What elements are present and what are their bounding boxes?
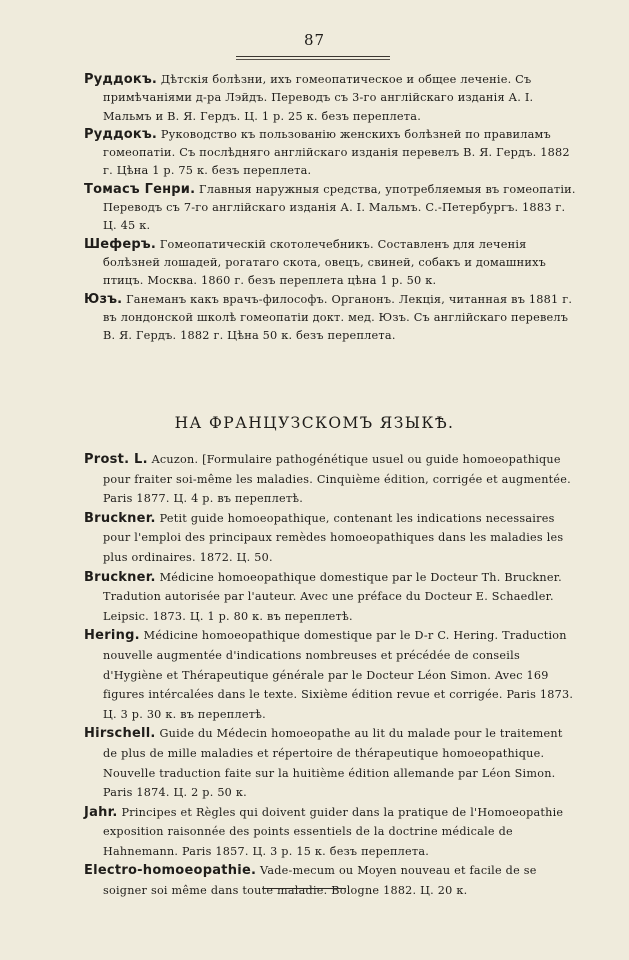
- entry-text: Гомеопатическій скотолечебникъ. Составленъ для леченія болѣзней лошадей, рогатаго скота, овецъ, свиней, собакъ и домашнихъ птицъ. Москва. 1860 г. безъ переплета цѣна 1 р. 50 к.: [103, 237, 547, 288]
- entry-author: Jahr.: [84, 804, 118, 820]
- entry-author: Hirschell.: [84, 726, 156, 742]
- list-item: [84, 291, 578, 346]
- list-item: [84, 803, 578, 862]
- entry-text: Руководство къ пользованію женскихъ болѣзней по правиламъ гомеопатіи. Съ послѣдняго англійскаго изданія перевелъ В. Я. Гердъ. 1882 г. Цѣна 1 р. 75 к. безъ переплета.: [103, 127, 570, 178]
- header-rule: [236, 56, 390, 57]
- entry-text: Médicine homoeopathique domestique par le D-r C. Hering. Traduction nouvelle augmentée d'indications nombreuses et précédée de conseils d'Hygiène et Thérapeutique générale par le Docteur Léon Simon. Avec 169 figures intércalées dans le texte. Sixième édition revue et corrigée. Paris 1873. Ц. 3 р. 30 к. въ переплетѣ.: [103, 629, 574, 721]
- entry-text: Guide du Médecin homoeopathe au lit du malade pour le traitement de plus de mille maladies et répertoire de thérapeutique homoeopathique. Nouvelle traduction faite sur la huitième édition allemande par Léon Simon. Paris 1874. Ц. 2 р. 50 к.: [103, 727, 563, 800]
- entry-text: Дѣтскія болѣзни, ихъ гомеопатическое и общее леченіе. Съ примѣчаніями д-ра Лэйдъ. Переводъ съ 3-го англійскаго изданія А. І. Мальмъ и В. Я. Гердъ. Ц. 1 р. 25 к. безъ переплета.: [103, 73, 534, 123]
- list-item: [84, 126, 578, 181]
- entry-author: Prost. L.: [84, 452, 148, 467]
- entry-author: Hering.: [84, 628, 140, 644]
- list-item: [84, 861, 578, 900]
- list-item: [84, 236, 578, 291]
- russian-entries: [84, 71, 578, 345]
- entry-text: Petit guide homoeopathique, contenant les indications necessaires pour l'emploi des principaux remèdes homoeopathiques dans les maladies les plus ordinaires. 1872. Ц. 50.: [103, 511, 564, 564]
- entry-author: Руддокъ.: [84, 126, 158, 142]
- entry-text: Acuzon. [Formulaire pathogénétique usuel ou guide homoeopathique pour fraiter soi-même les maladies. Cinquième édition, corrigée et augmentée. Paris 1877. Ц. 4 р. въ переплетѣ.: [103, 453, 571, 506]
- entry-author: Bruckner.: [84, 569, 156, 585]
- entry-text: Médicine homoeopathique domestique par le Docteur Th. Bruckner. Tradution autorisée par l'auteur. Avec une préface du Docteur E. Schaedler. Leipsic. 1873. Ц. 1 р. 80 к. въ переплетѣ.: [103, 570, 562, 623]
- entry-text: Ганеманъ какъ врачъ-философъ. Органонъ. Лекція, читанная въ 1881 г. въ лондонской школѣ гомеопатіи докт. мед. Юзъ. Съ англійскаго перевелъ В. Я. Гердъ. 1882 г. Цѣна 50 к. безъ переплета.: [103, 292, 573, 343]
- section-heading: НА ФРАНЦУЗСКОМЪ ЯЗЫКѢ.: [174, 414, 455, 432]
- entry-text: Vade-mecum ou Moyen nouveau et facile de se soigner soi même dans toute maladie. Bologne 1882. Ц. 20 к.: [103, 864, 537, 898]
- list-item: [84, 509, 578, 568]
- entry-author: Шеферъ.: [84, 236, 157, 252]
- list-item: [84, 450, 578, 509]
- page-number: 87: [303, 31, 326, 49]
- entry-text: Principes et Règles qui doivent guider dans la pratique de l'Homoeopathie exposition raisonnée des points essentiels de la doctrine médicale de Hahnemann. Paris 1857. Ц. 3 р. 15 к. безъ переплета.: [103, 805, 564, 858]
- header-rule-secondary: [236, 59, 390, 60]
- list-item: [84, 71, 578, 126]
- entry-author: Томасъ Генри.: [84, 181, 196, 197]
- french-entries: [84, 450, 578, 901]
- list-item: [84, 568, 578, 627]
- entry-author: Юзъ.: [84, 291, 123, 307]
- entry-author: Bruckner.: [84, 510, 156, 526]
- entry-author: Electro-homoeopathie.: [84, 863, 257, 879]
- footer-rule: [262, 888, 346, 889]
- list-item: [84, 724, 578, 802]
- list-item: [84, 626, 578, 724]
- entry-text: Главныя наружныя средства, употребляемыя въ гомеопатіи. Переводъ съ 7-го англійскаго изданія А. І. Мальмъ. С.-Петербургъ. 1883 г. Ц. 45 к.: [103, 182, 576, 233]
- list-item: [84, 181, 578, 236]
- entry-author: Руддокъ.: [84, 72, 158, 87]
